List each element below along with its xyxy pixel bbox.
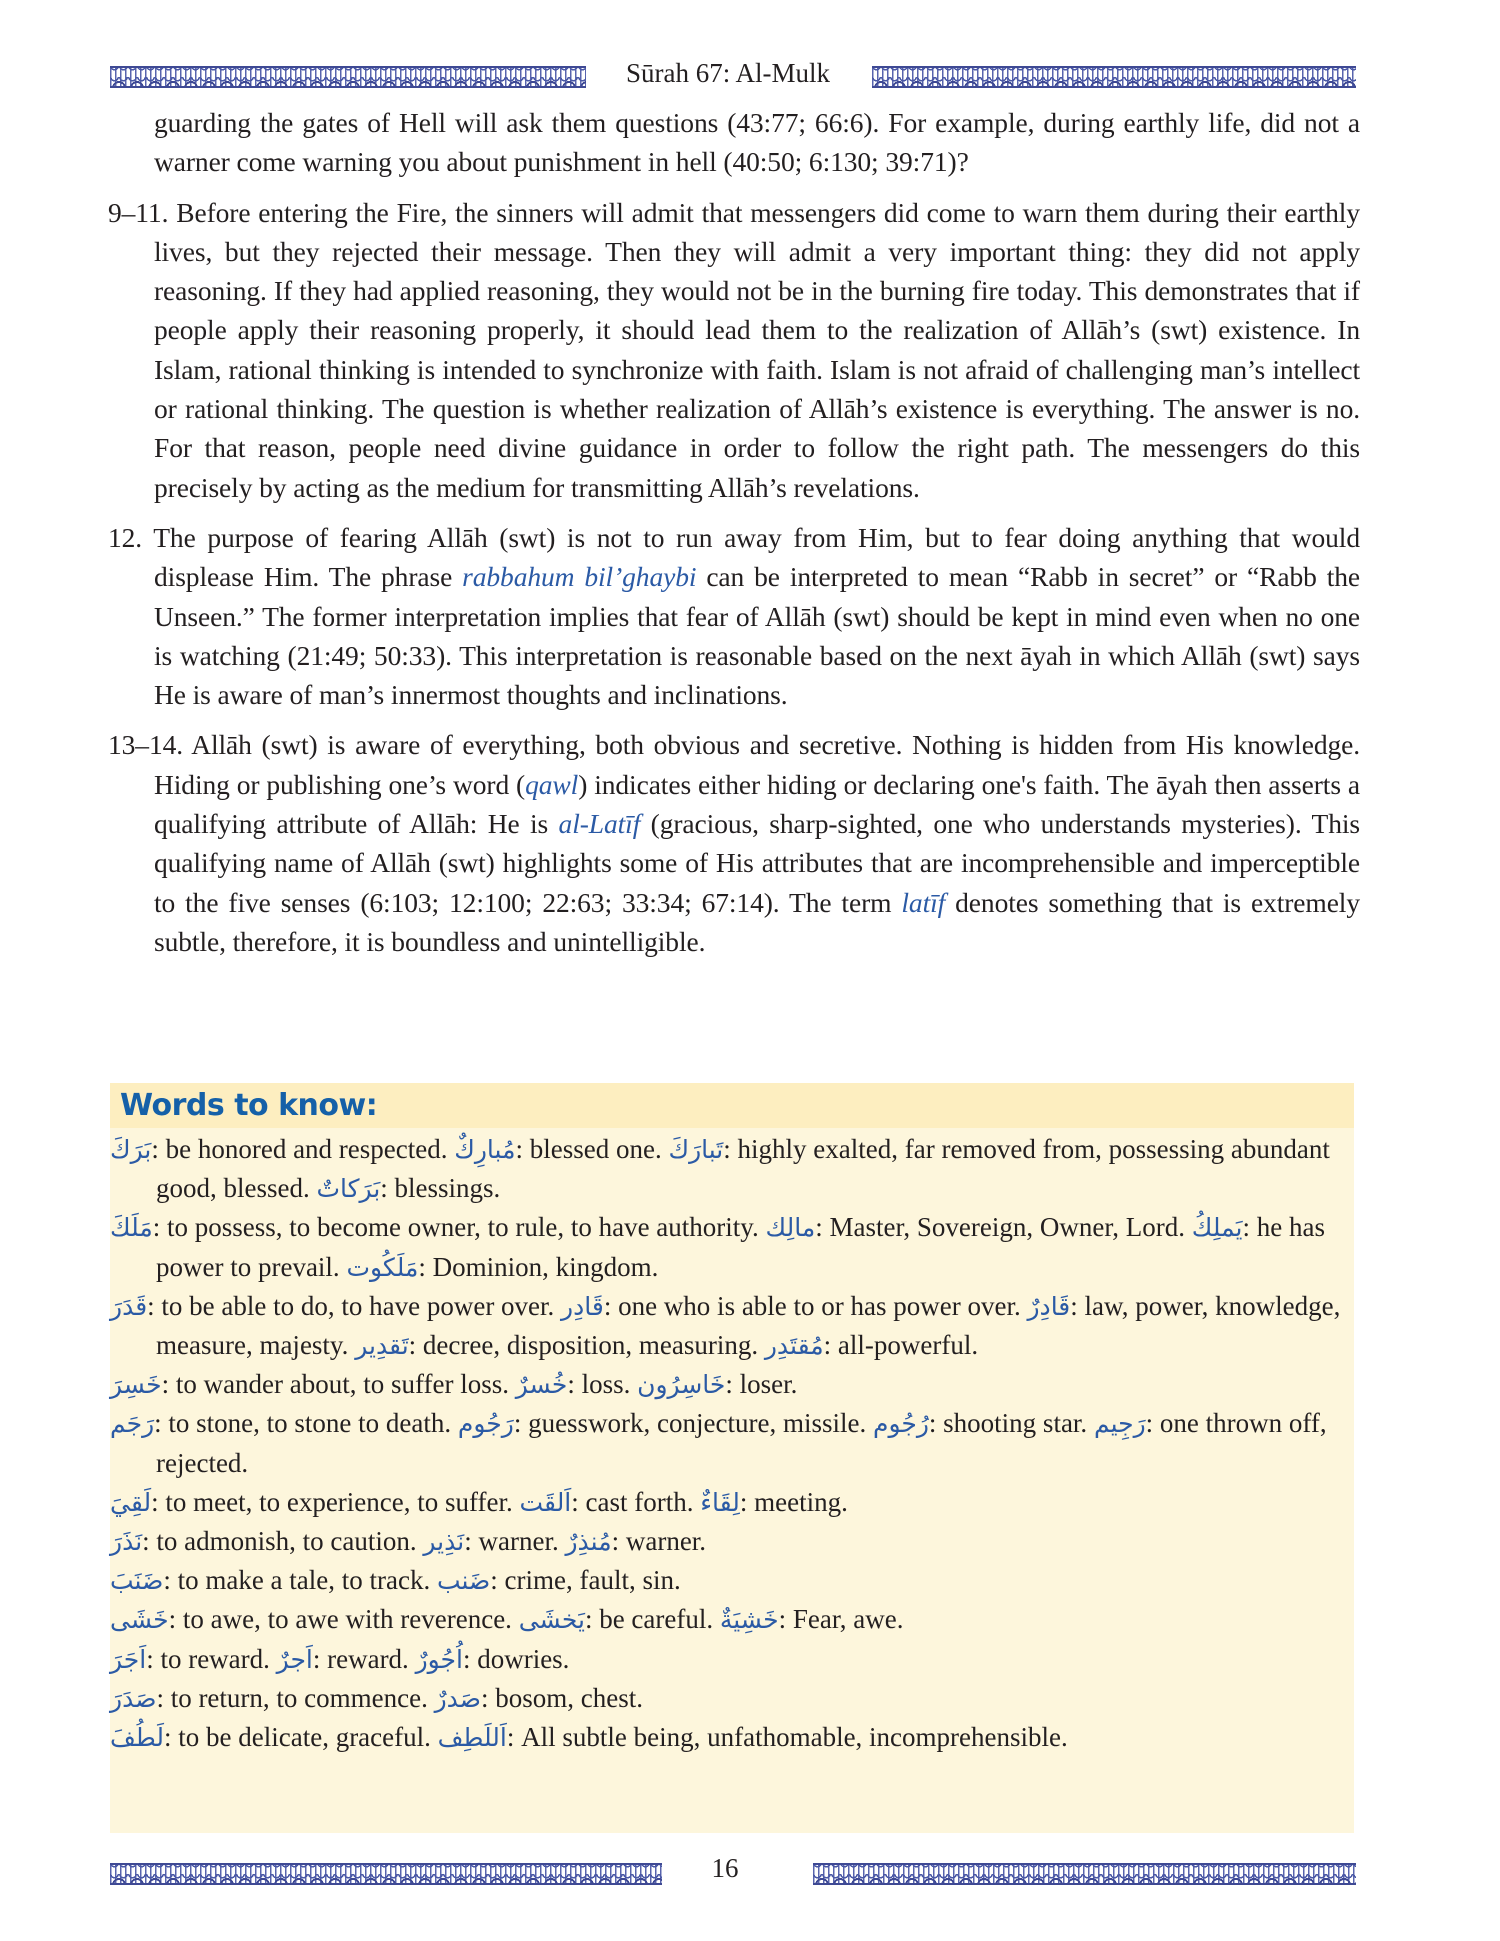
words-to-know-box bbox=[110, 1083, 1354, 1833]
definition-text: : guesswork, conjecture, missile. bbox=[513, 1408, 873, 1439]
arabic-word: مُقتَدِر bbox=[764, 1331, 824, 1361]
verse-range-label: 9–11. bbox=[108, 196, 169, 228]
arabic-word: لِقَاءٌ bbox=[700, 1487, 740, 1517]
arabic-word: ضَنَبَ bbox=[110, 1566, 164, 1596]
definition-text: : one thrown off, rejected. bbox=[156, 1408, 1327, 1478]
footer-ornament-right bbox=[813, 1863, 1356, 1885]
definition-text: : to return, to commence. bbox=[156, 1682, 435, 1713]
vocabulary-entry bbox=[110, 1718, 1354, 1757]
arabic-word: ضَنب bbox=[436, 1566, 491, 1596]
commentary-paragraph bbox=[108, 103, 1360, 182]
vocabulary-entry bbox=[110, 1404, 1354, 1482]
vocabulary-entry bbox=[110, 1287, 1354, 1365]
arabic-word: مَلَكَ bbox=[110, 1213, 153, 1243]
definition-text: : decree, disposition, measuring. bbox=[408, 1330, 765, 1361]
definition-text: : to admonish, to caution. bbox=[142, 1526, 424, 1557]
arabic-word: لَطُفَ bbox=[110, 1723, 165, 1753]
arabic-word: خَشَى bbox=[110, 1605, 169, 1635]
words-to-know-list bbox=[110, 1128, 1354, 1757]
arabic-word: اَجَرَ bbox=[110, 1644, 147, 1674]
arabic-word: بَرَكاتٌ bbox=[316, 1174, 381, 1204]
running-header-title: Sūrah 67: Al-Mulk bbox=[625, 58, 830, 88]
definition-text: : he has power to prevail. bbox=[156, 1212, 1325, 1282]
verse-range-label: 13–14. bbox=[108, 729, 184, 761]
definition-text: : blessings. bbox=[380, 1173, 501, 1204]
transliterated-term: al-Latīf bbox=[558, 808, 641, 840]
arabic-word: بَرَكَ bbox=[110, 1135, 152, 1164]
definition-text: : cast forth. bbox=[571, 1486, 701, 1517]
commentary-section bbox=[108, 103, 1360, 961]
arabic-word: رَجُوم bbox=[457, 1409, 514, 1439]
arabic-word: مُنذِرٌ bbox=[565, 1527, 612, 1557]
definition-text: : reward. bbox=[312, 1643, 416, 1674]
definition-text: : Fear, awe. bbox=[778, 1604, 904, 1635]
definition-text: : bosom, chest. bbox=[481, 1682, 644, 1713]
definition-text: : to be delicate, graceful. bbox=[164, 1722, 438, 1753]
definition-text: : one who is able to or has power over. bbox=[603, 1290, 1028, 1321]
definition-text: : to wander about, to suffer loss. bbox=[161, 1369, 516, 1400]
arabic-word: قَدَرَ bbox=[110, 1291, 148, 1321]
paragraph-text: can be interpreted to mean “Rabb in secret” or “Rabb the Unseen.” The former interpretation implies that fear of Allāh (swt) should be kept in mind even when no one is watching (21:49; 50:33). This interpretation is reasonable based on the next āyah in which Allāh (swt) says He is aware of man’s innermost thoughts and inclinations. bbox=[154, 561, 1360, 711]
commentary-paragraph bbox=[108, 518, 1360, 714]
definition-text: : law, power, knowledge, measure, majesty. bbox=[156, 1290, 1341, 1361]
arabic-word: اَجرٌ bbox=[276, 1644, 313, 1674]
vocabulary-entry bbox=[110, 1522, 1354, 1561]
vocabulary-entry bbox=[110, 1561, 1354, 1600]
words-to-know-title: Words to know: bbox=[120, 1088, 378, 1123]
arabic-word: نَذِير bbox=[423, 1527, 465, 1557]
header-ornament-left bbox=[110, 66, 586, 88]
definition-text: : meeting. bbox=[739, 1486, 848, 1517]
arabic-word: قَادِرٌ bbox=[1027, 1291, 1071, 1321]
arabic-word: اَلقَت bbox=[519, 1487, 572, 1517]
definition-text: : loser. bbox=[725, 1369, 798, 1400]
definition-text: : to be able to do, to have power over. bbox=[147, 1290, 562, 1321]
definition-text: : to awe, to awe with reverence. bbox=[168, 1604, 519, 1635]
definition-text: : crime, fault, sin. bbox=[490, 1565, 681, 1596]
header-ornament-right bbox=[872, 66, 1356, 88]
definition-text: : be honored and respected. bbox=[151, 1134, 455, 1164]
transliterated-term: qawl bbox=[525, 768, 579, 800]
paragraph-text: denotes something that is extremely subtle, therefore, it is boundless and unintelligible. bbox=[154, 886, 1360, 957]
vocabulary-entry bbox=[110, 1640, 1354, 1679]
arabic-word: صَدرٌ bbox=[434, 1683, 482, 1713]
arabic-word: خَشِيَةٌ bbox=[719, 1605, 779, 1635]
arabic-word: لَقِيَ bbox=[110, 1487, 152, 1517]
arabic-word: مُبارِكٌ bbox=[454, 1135, 516, 1164]
paragraph-text: ) indicates either hiding or declaring one's faith. The āyah then asserts a qualifying attribute of Allāh: He is bbox=[154, 768, 1360, 840]
transliterated-term: rabbahum bil’ghaybi bbox=[462, 561, 697, 593]
arabic-word: يَملِكُ bbox=[1191, 1213, 1243, 1243]
definition-text: : dowries. bbox=[462, 1643, 570, 1674]
arabic-word: اُجُورٌ bbox=[415, 1644, 463, 1674]
definition-text: : Dominion, kingdom. bbox=[418, 1251, 659, 1282]
definition-text: : All subtle being, unfathomable, incomprehensible. bbox=[506, 1722, 1068, 1753]
definition-text: : to stone, to stone to death. bbox=[154, 1408, 458, 1439]
vocabulary-entry bbox=[110, 1483, 1354, 1522]
arabic-word: نَذَرَ bbox=[110, 1527, 143, 1557]
arabic-word: اَللَطِف bbox=[437, 1723, 507, 1753]
verse-range-label: 12. bbox=[108, 521, 143, 553]
definition-text: : loss. bbox=[567, 1369, 638, 1400]
arabic-word: مالِك bbox=[765, 1213, 816, 1243]
paragraph-text: guarding the gates of Hell will ask them questions (43:77; 66:6). For example, during earthly life, did not a warner come warning you about punishment in hell (40:50; 6:130; 39:71)? bbox=[154, 107, 1360, 178]
paragraph-text: The purpose of fearing Allāh (swt) is not to run away from Him, but to fear doing anything that would displease Him. The phrase bbox=[142, 521, 1360, 593]
transliterated-term: latīf bbox=[901, 886, 946, 918]
paragraph-text: (gracious, sharp-sighted, one who understands mysteries). This qualifying name of Allāh (swt) highlights some of His attributes that are incomprehensible and imperceptible to the five senses (6:103; 12:100; 22:63; 33:34; 67:14). The term bbox=[154, 808, 1360, 918]
arabic-word: تَبارَكَ bbox=[668, 1135, 724, 1164]
definition-text: : blessed one. bbox=[515, 1134, 669, 1164]
arabic-word: رَجَم bbox=[110, 1409, 155, 1439]
vocabulary-entry bbox=[110, 1679, 1354, 1718]
paragraph-text: Before entering the Fire, the sinners will admit that messengers did come to warn them during their earthly lives, but they rejected their message. Then they will admit a very important thing: they did not apply reasoning. If they had applied reasoning, they would not be in the burning fire today. This demonstrates that if people apply their reasoning properly, it should lead them to the realization of Allāh’s (swt) existence. In Islam, rational thinking is intended to synchronize with faith. Islam is not afraid of challenging man’s intellect or rational thinking. The question is whether realization of Allāh’s existence is everything. The answer is no. For that reason, people need divine guidance in order to follow the right path. The messengers do this precisely by acting as the medium for transmitting Allāh’s revelations. bbox=[154, 196, 1360, 503]
page-number: 16 bbox=[711, 1853, 739, 1883]
arabic-word: خَاسِرُون bbox=[637, 1370, 726, 1400]
arabic-word: صَدَرَ bbox=[110, 1683, 157, 1713]
arabic-word: رُجُوم bbox=[873, 1409, 929, 1439]
words-to-know-header bbox=[110, 1083, 1354, 1128]
vocabulary-entry bbox=[110, 1600, 1354, 1639]
definition-text: : shooting star. bbox=[928, 1408, 1094, 1439]
arabic-word: تَقدِير bbox=[355, 1331, 409, 1361]
arabic-word: يَخشَى bbox=[518, 1605, 585, 1635]
definition-text: : warner. bbox=[611, 1526, 707, 1557]
arabic-word: قَادِر bbox=[561, 1291, 604, 1321]
definition-text: : all-powerful. bbox=[823, 1330, 979, 1361]
paragraph-text: Allāh (swt) is aware of everything, both obvious and secretive. Nothing is hidden from His knowledge. Hiding or publishing one’s word ( bbox=[154, 729, 1360, 800]
arabic-word: رَجِيم bbox=[1093, 1409, 1146, 1439]
arabic-word: خُسرٌ bbox=[515, 1370, 568, 1400]
definition-text: : to possess, to become owner, to rule, to have authority. bbox=[152, 1212, 766, 1243]
commentary-paragraph bbox=[108, 193, 1360, 507]
footer-ornament-left bbox=[110, 1863, 662, 1885]
definition-text: : to make a tale, to track. bbox=[163, 1565, 437, 1596]
definition-text: : be careful. bbox=[584, 1604, 720, 1635]
definition-text: : highly exalted, far removed from, possessing abundant good, blessed. bbox=[156, 1134, 1330, 1204]
definition-text: : to reward. bbox=[146, 1643, 277, 1674]
definition-text: : to meet, to experience, to suffer. bbox=[151, 1486, 520, 1517]
vocabulary-entry bbox=[110, 1130, 1354, 1208]
arabic-word: مَلَكُوت bbox=[346, 1252, 419, 1282]
vocabulary-entry bbox=[110, 1365, 1354, 1404]
commentary-paragraph bbox=[108, 725, 1360, 961]
definition-text: : warner. bbox=[464, 1526, 566, 1557]
arabic-word: خَسِرَ bbox=[110, 1370, 162, 1400]
definition-text: : Master, Sovereign, Owner, Lord. bbox=[815, 1212, 1192, 1243]
vocabulary-entry bbox=[110, 1208, 1354, 1286]
